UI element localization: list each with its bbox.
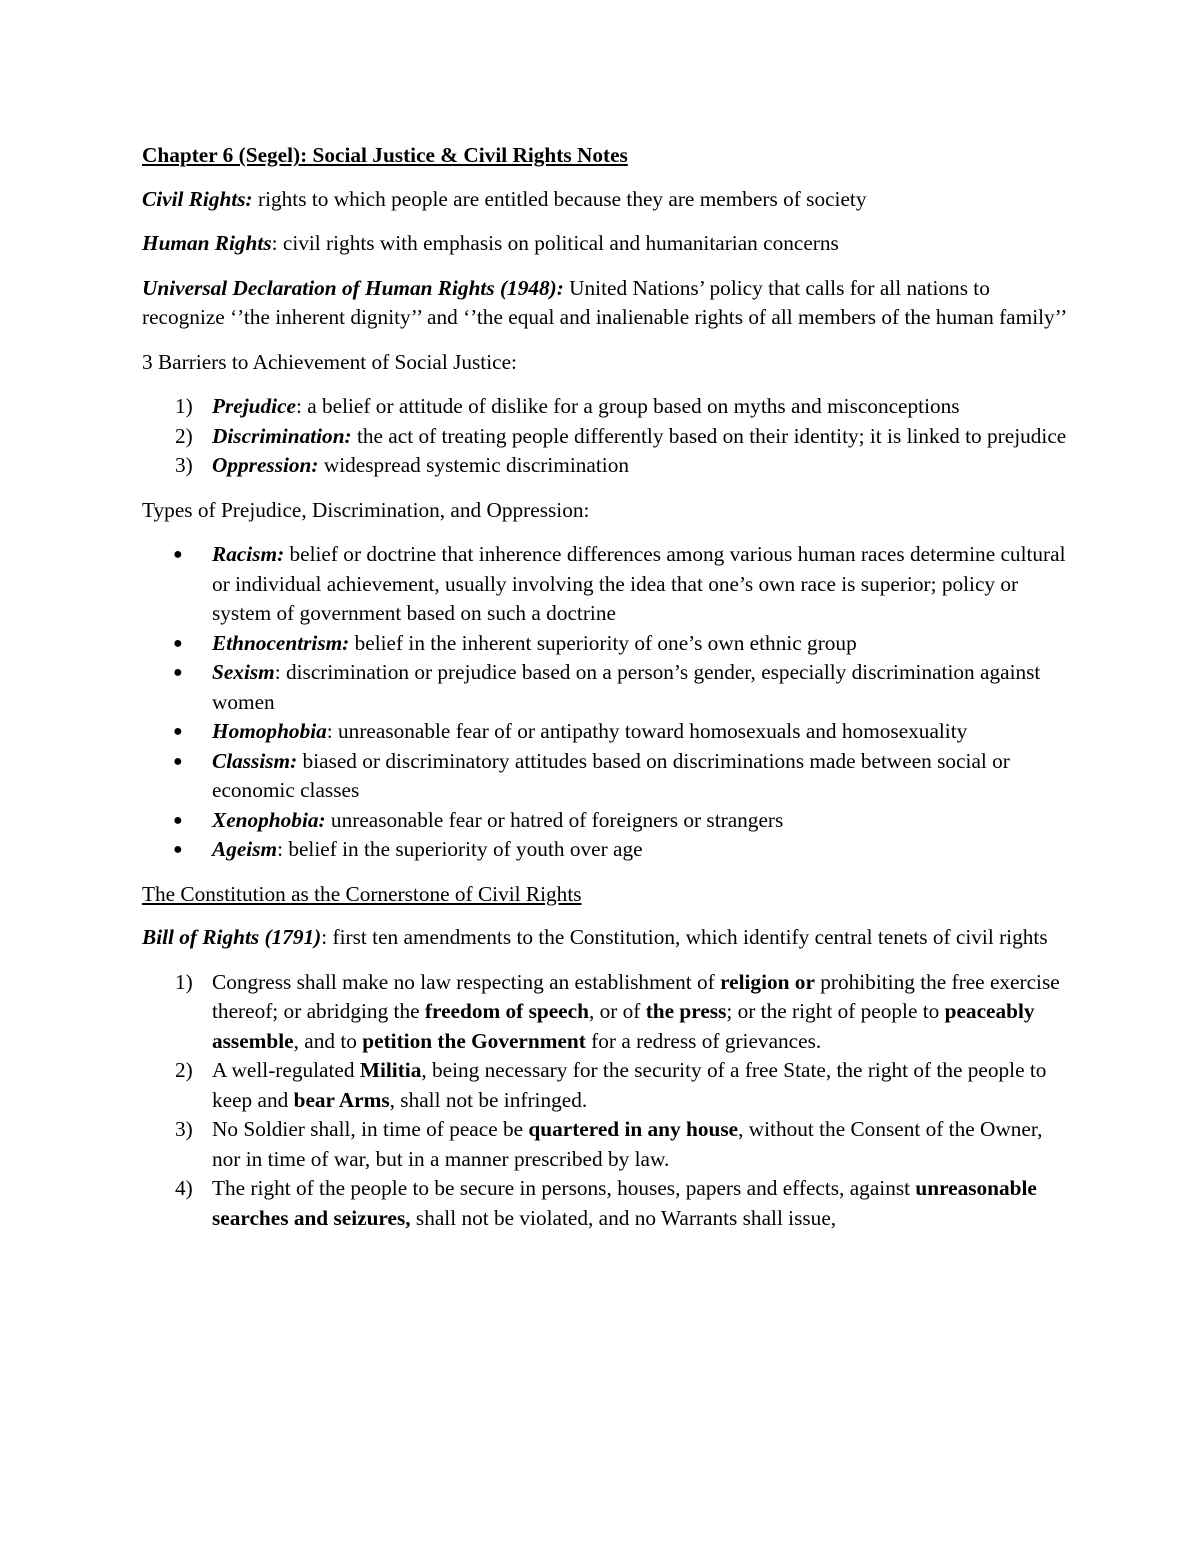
list-number: 2) (175, 1058, 193, 1082)
list-item (142, 422, 1072, 452)
definition-text: : civil rights with emphasis on political and humanitarian concerns (271, 231, 839, 255)
types-heading: Types of Prejudice, Discrimination, and Oppression: (142, 497, 590, 522)
amendment-item (142, 1174, 1072, 1233)
definition-term: Human Rights (142, 231, 272, 255)
amendment-text: The right of the people to be secure in persons, houses, papers and effects, against (212, 1176, 916, 1200)
document-page (142, 141, 1072, 1248)
definition-bill-of-rights (142, 923, 1072, 953)
list-number: 2) (175, 423, 193, 448)
list-number: 3) (175, 453, 193, 477)
amendment-text: , or of (588, 999, 646, 1023)
definition-civil-rights (142, 185, 1072, 215)
definition-text: belief in the inherent superiority of one’s own ethnic group (349, 630, 857, 655)
bullet-icon: ● (173, 723, 183, 740)
definition-term: Classism: (212, 748, 298, 773)
bullet-icon: ● (173, 664, 183, 681)
bullet-icon: ● (173, 752, 183, 770)
definition-text: : discrimination or prejudice based on a person’s gender, especially discrimination against women (212, 660, 1041, 714)
emphasized-text: Militia (359, 1058, 422, 1082)
definition-udhr (142, 274, 1072, 333)
list-item (142, 451, 1072, 481)
section-heading: The Constitution as the Cornerstone of Civil Rights (142, 881, 582, 906)
definition-term: Discrimination: (212, 423, 352, 448)
emphasized-text: petition the Government (362, 1028, 586, 1053)
amendment-text: prohibiting the free exercise thereof; or abridging the (212, 969, 1060, 1023)
list-item (142, 835, 1072, 865)
definition-text: : belief in the superiority of youth over age (277, 837, 643, 861)
definition-term: Sexism (212, 660, 275, 684)
amendment-text: , and to (293, 1028, 363, 1053)
definition-text: rights to which people are entitled because they are members of society (252, 186, 867, 211)
definition-term: Universal Declaration of Human Rights (1948): (142, 275, 564, 300)
amendment-text: for a redress of grievances. (585, 1028, 822, 1053)
barriers-list (142, 392, 1072, 481)
definition-term: Bill of Rights (1791) (142, 925, 322, 949)
list-item (142, 717, 1072, 747)
list-item (142, 806, 1072, 836)
list-number: 3) (175, 1117, 193, 1141)
emphasized-text: unreasonable searches and seizures, (212, 1176, 1037, 1230)
bullet-icon: ● (173, 546, 183, 563)
amendment-text: , being necessary for the security of a free State, the right of the people to keep and (212, 1058, 1047, 1112)
emphasized-text: quartered in any house (528, 1117, 739, 1141)
page-title: Chapter 6 (Segel): Social Justice & Civil Rights Notes (142, 143, 628, 167)
bullet-icon: ● (173, 811, 183, 829)
amendment-text: Congress shall make no law respecting an establishment of (212, 969, 721, 994)
types-list (142, 540, 1072, 865)
emphasized-text: freedom of speech (424, 999, 589, 1023)
definition-term: Xenophobia: (212, 807, 326, 832)
list-item (142, 747, 1072, 806)
list-item (142, 540, 1072, 629)
definition-term: Prejudice (212, 394, 296, 418)
list-number: 1) (175, 394, 193, 418)
definition-term: Oppression: (212, 453, 319, 477)
emphasized-text: bear Arms (293, 1087, 390, 1112)
definition-term: Homophobia (212, 719, 327, 743)
emphasized-text: the press (645, 999, 727, 1023)
list-number: 4) (175, 1176, 193, 1200)
definition-text: the act of treating people differently based on their identity; it is linked to prejudice (351, 423, 1067, 448)
definition-term: Ageism (212, 837, 278, 861)
list-number: 1) (175, 969, 193, 994)
definition-text: unreasonable fear or hatred of foreigners or strangers (325, 807, 784, 832)
list-item (142, 658, 1072, 717)
amendment-item (142, 968, 1072, 1057)
definition-text: biased or discriminatory attitudes based on discriminations made between social or economic classes (212, 748, 1010, 802)
bullet-icon: ● (173, 841, 183, 858)
definition-text: widespread systemic discrimination (318, 453, 630, 477)
definition-term: Civil Rights: (142, 186, 253, 211)
list-item (142, 392, 1072, 422)
definition-term: Racism: (212, 542, 285, 566)
definition-term: Ethnocentrism: (212, 630, 350, 655)
definition-text: : unreasonable fear of or antipathy toward homosexuals and homosexuality (326, 719, 968, 743)
definition-text: belief or doctrine that inherence differences among various human races determine cultural or individual achievement, usually involving the idea that one’s own race is superior; policy or system of government based on such a doctrine (212, 542, 1066, 625)
definition-text: United Nations’ policy that calls for all nations to recognize ‘’the inherent dignity’’ and ‘’the equal and inalienable rights of all members of the human family’’ (142, 275, 1068, 329)
definition-text: : a belief or attitude of dislike for a group based on myths and misconceptions (295, 394, 960, 418)
amendment-text: A well-regulated (212, 1058, 360, 1082)
amendment-text: No Soldier shall, in time of peace be (212, 1117, 529, 1141)
list-item (142, 629, 1072, 659)
amendment-text: , shall not be infringed. (389, 1087, 588, 1112)
amendment-text: shall not be violated, and no Warrants shall issue, (410, 1205, 837, 1230)
amendment-text: , without the Consent of the Owner, nor in time of war, but in a manner prescribed by law. (212, 1117, 1043, 1171)
definition-text: : first ten amendments to the Constitution, which identify central tenets of civil rights (321, 925, 1048, 949)
emphasized-text: peaceably assemble (212, 999, 1035, 1053)
bullet-icon: ● (173, 634, 183, 652)
definition-human-rights (142, 229, 1072, 259)
amendment-item (142, 1056, 1072, 1115)
amendment-item (142, 1115, 1072, 1174)
emphasized-text: religion or (720, 969, 815, 994)
amendment-text: ; or the right of people to (726, 999, 945, 1023)
amendments-list (142, 968, 1072, 1234)
barriers-heading: 3 Barriers to Achievement of Social Justice: (142, 349, 517, 374)
